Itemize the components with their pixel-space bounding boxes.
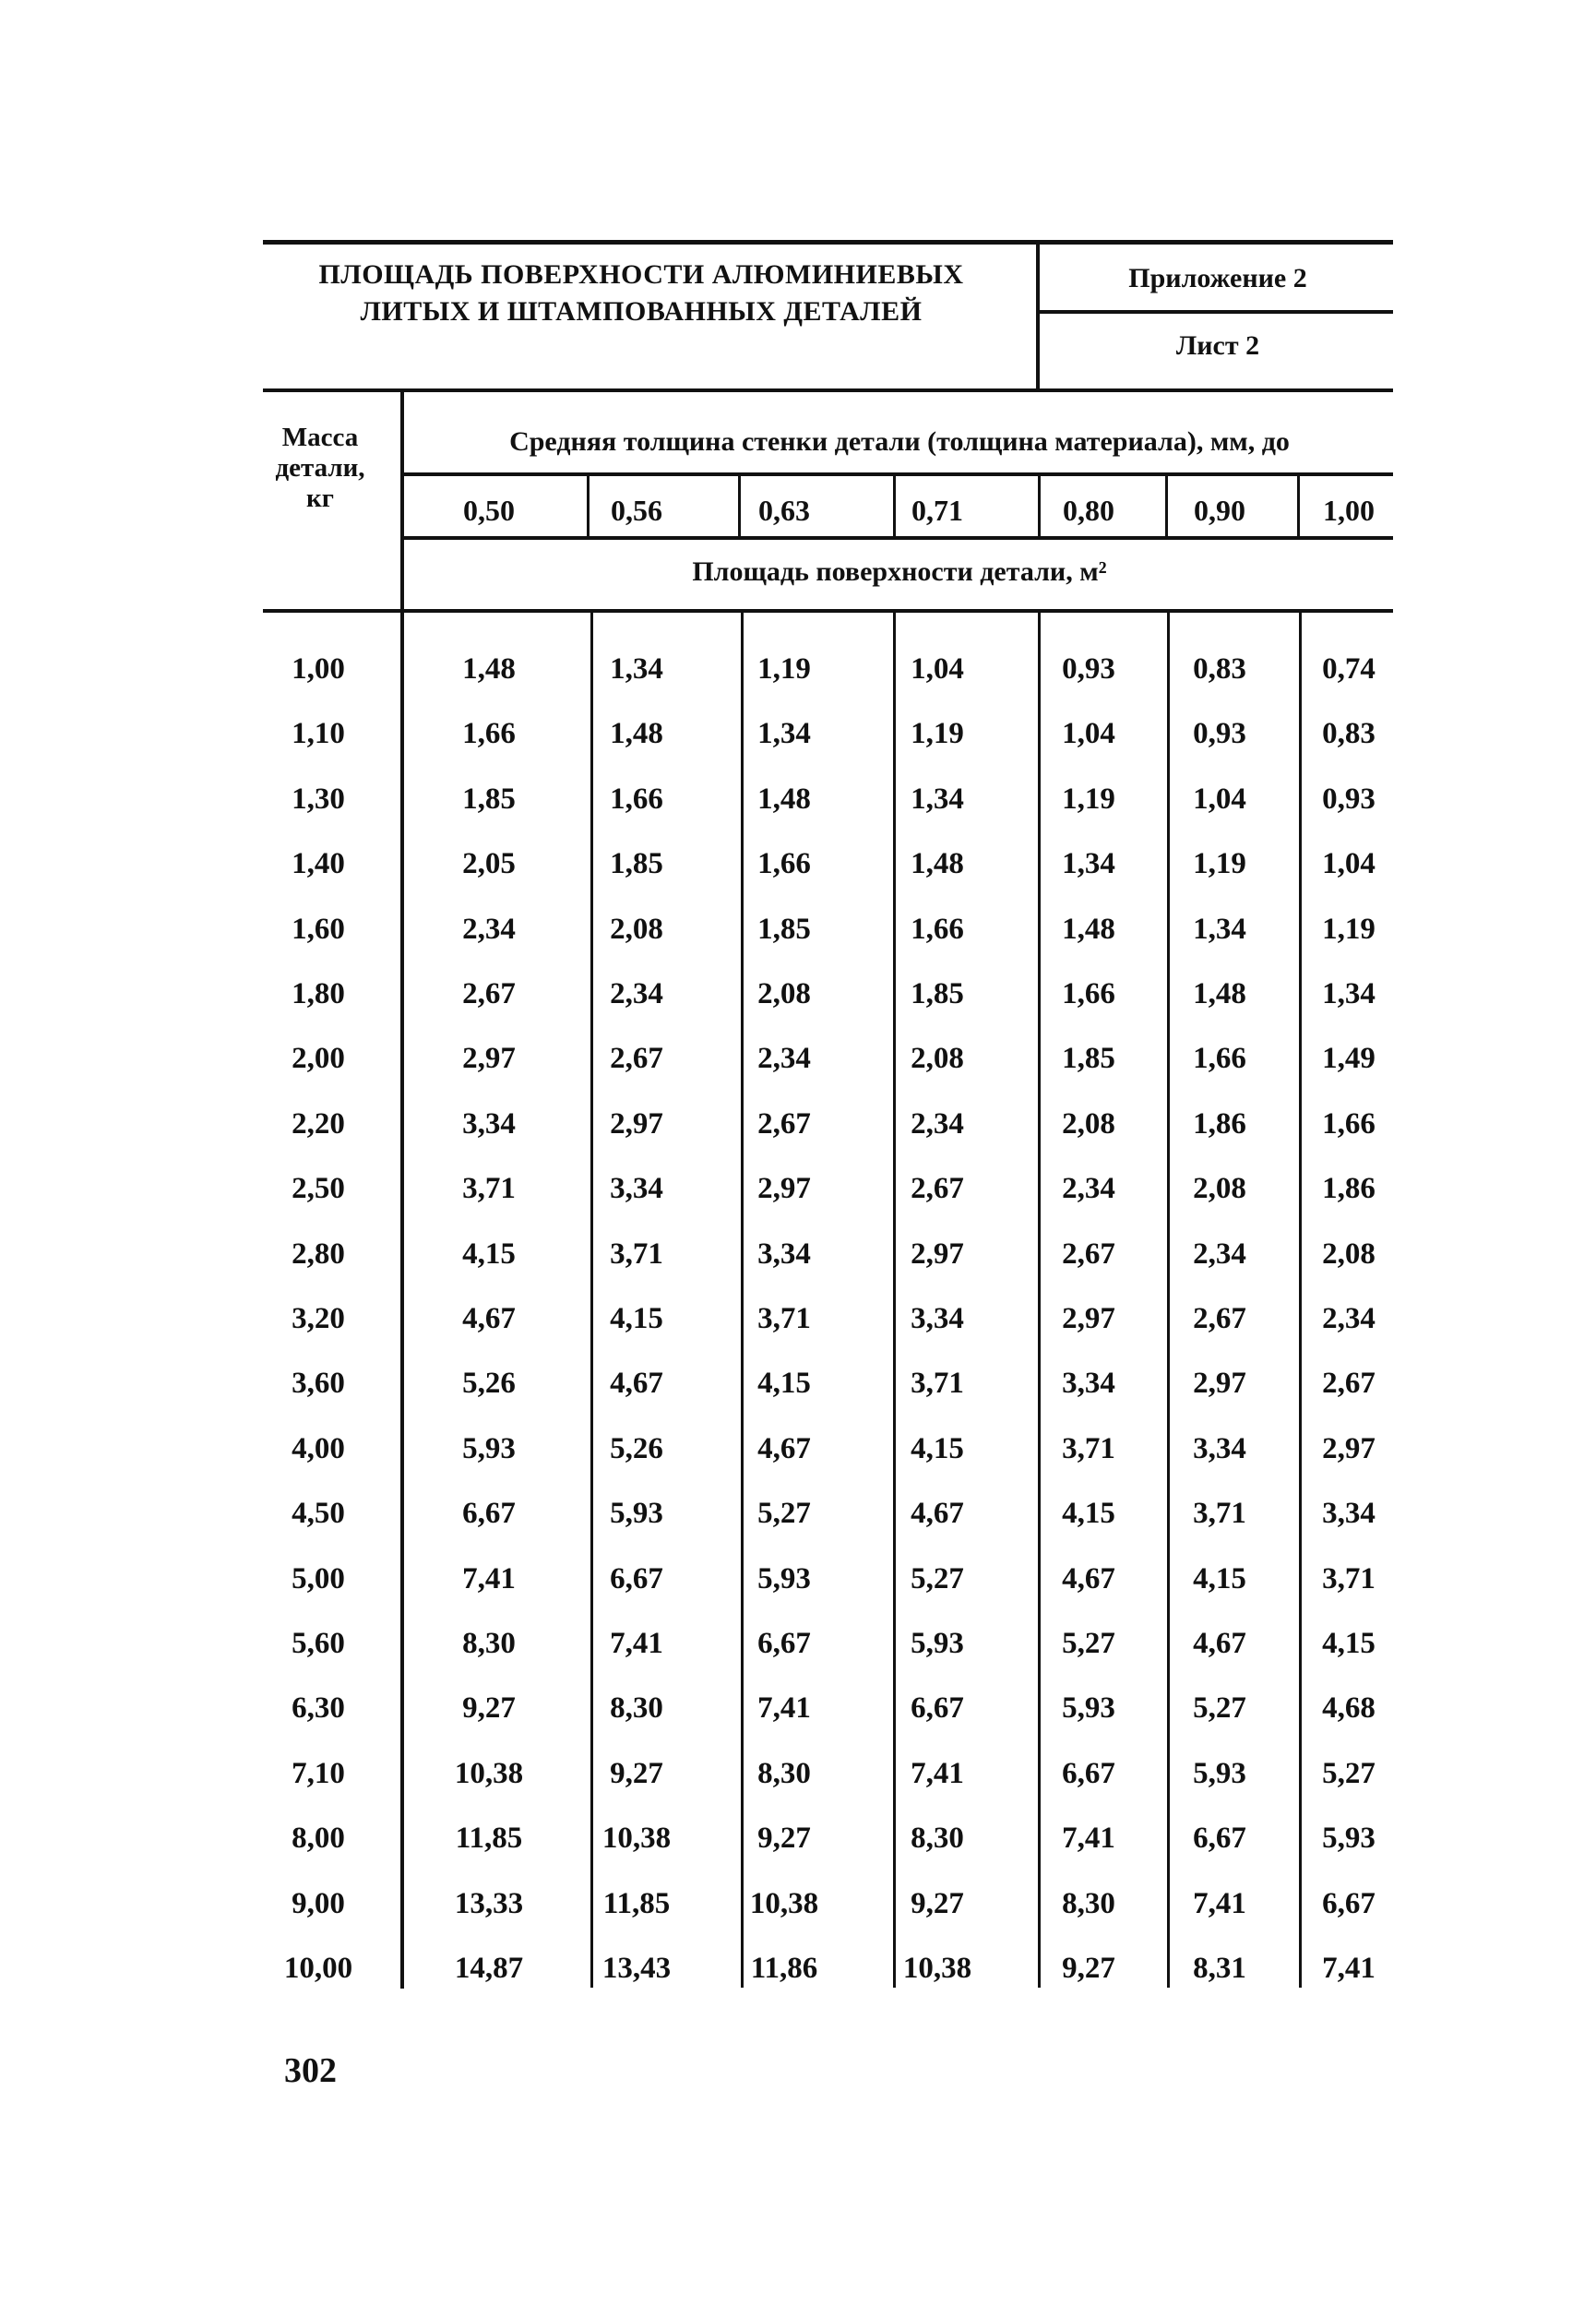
- area-cell: 7,41: [757, 1691, 811, 1725]
- area-cell: 1,48: [1193, 977, 1246, 1010]
- area-cell: 4,15: [610, 1302, 663, 1335]
- area-cell: 2,08: [757, 977, 811, 1010]
- area-cell: 11,86: [750, 1952, 818, 1985]
- area-cell: 4,67: [757, 1432, 811, 1465]
- area-cell: 4,15: [757, 1367, 811, 1400]
- area-cell: 3,71: [1193, 1497, 1246, 1530]
- sheet-label: Лист 2: [1175, 330, 1260, 361]
- area-cell: 2,97: [757, 1172, 811, 1205]
- area-cell: 3,34: [610, 1172, 663, 1205]
- area-cell: 2,08: [911, 1042, 964, 1075]
- area-cell: 1,48: [1062, 913, 1115, 946]
- area-cell: 3,71: [610, 1237, 663, 1271]
- area-cell: 4,67: [1062, 1562, 1115, 1595]
- area-cell: 1,34: [757, 717, 811, 750]
- area-cell: 13,43: [601, 1952, 672, 1985]
- mass-cell: 1,00: [292, 652, 345, 686]
- area-cell: 8,30: [911, 1822, 964, 1855]
- area-cell: 7,41: [610, 1627, 663, 1660]
- mass-cell: 2,80: [292, 1237, 345, 1271]
- area-cell: 9,27: [757, 1822, 811, 1855]
- thickness-column-header: 1,00: [1323, 494, 1375, 527]
- area-cell: 2,08: [610, 913, 663, 946]
- area-cell: 1,19: [911, 717, 964, 750]
- area-cell: 3,71: [1062, 1432, 1115, 1465]
- appendix-label: Приложение 2: [1128, 263, 1307, 293]
- thickness-column-header: 0,56: [611, 494, 662, 527]
- area-cell: 5,26: [610, 1432, 663, 1465]
- area-cell: 6,67: [1193, 1822, 1246, 1855]
- area-cell: 2,97: [1062, 1302, 1115, 1335]
- area-cell: 1,34: [911, 783, 964, 816]
- column-header-divider: [1165, 474, 1168, 537]
- area-cell: 2,67: [757, 1107, 811, 1141]
- column-header-divider: [1038, 474, 1041, 537]
- area-cell: 9,27: [1062, 1952, 1115, 1985]
- area-cell: 1,34: [1193, 913, 1246, 946]
- header-bottom-rule: [263, 388, 1393, 392]
- area-cell: 1,66: [757, 847, 811, 880]
- area-cell: 11,85: [602, 1887, 671, 1920]
- area-cell: 4,67: [610, 1367, 663, 1400]
- area-cell: 1,66: [1322, 1107, 1376, 1141]
- area-cell: 5,93: [1322, 1822, 1376, 1855]
- area-cell: 5,26: [462, 1367, 516, 1400]
- page-number: 302: [284, 2051, 337, 2090]
- area-cell: 3,34: [462, 1107, 516, 1141]
- area-cell: 5,93: [610, 1497, 663, 1530]
- area-cell: 5,93: [1193, 1757, 1246, 1790]
- thickness-column-header: 0,50: [463, 494, 515, 527]
- area-cell: 5,93: [1062, 1691, 1115, 1725]
- area-cell: 1,85: [610, 847, 663, 880]
- area-cell: 2,97: [462, 1042, 516, 1075]
- area-cell: 0,93: [1062, 652, 1115, 686]
- area-cell: 0,93: [1322, 783, 1376, 816]
- area-cell: 4,67: [462, 1302, 516, 1335]
- area-cell: 1,34: [610, 652, 663, 686]
- area-cell: 2,97: [1322, 1432, 1376, 1465]
- area-cell: 1,48: [757, 783, 811, 816]
- thickness-caption: Средняя толщина стенки детали (толщина материала), мм, до: [509, 426, 1290, 457]
- area-cell: 6,67: [1062, 1757, 1115, 1790]
- area-cell: 8,30: [462, 1627, 516, 1660]
- thickness-column-header: 0,63: [758, 494, 810, 527]
- area-cell: 2,08: [1322, 1237, 1376, 1271]
- mass-column-header: [260, 423, 380, 514]
- area-cell: 2,67: [610, 1042, 663, 1075]
- area-cell: 0,74: [1322, 652, 1376, 686]
- area-cell: 5,93: [757, 1562, 811, 1595]
- area-cell: 7,41: [462, 1562, 516, 1595]
- area-cell: 2,97: [1193, 1367, 1246, 1400]
- area-cell: 2,05: [462, 847, 516, 880]
- area-cell: 14,87: [454, 1952, 524, 1985]
- mass-cell: 1,80: [292, 977, 345, 1010]
- area-cell: 6,67: [1322, 1887, 1376, 1920]
- area-cell: 4,15: [1322, 1627, 1376, 1660]
- area-cell: 1,85: [757, 913, 811, 946]
- mass-cell: 8,00: [292, 1822, 345, 1855]
- area-cell: 2,08: [1193, 1172, 1246, 1205]
- column-head-rule: [403, 536, 1393, 540]
- mass-cell: 1,60: [292, 913, 345, 946]
- area-cell: 1,19: [757, 652, 811, 686]
- area-cell: 5,93: [462, 1432, 516, 1465]
- mass-cell: 1,30: [292, 783, 345, 816]
- area-cell: 6,67: [610, 1562, 663, 1595]
- area-cell: 2,67: [1193, 1302, 1246, 1335]
- mass-cell: 2,00: [292, 1042, 345, 1075]
- mass-header-line-2: детали,: [275, 453, 365, 483]
- area-cell: 3,34: [1322, 1497, 1376, 1530]
- title-line-1: ПЛОЩАДЬ ПОВЕРХНОСТИ АЛЮМИНИЕВЫХ: [318, 259, 964, 290]
- mass-cell: 7,10: [292, 1757, 345, 1790]
- mass-cell: 3,60: [292, 1367, 345, 1400]
- area-cell: 1,04: [1322, 847, 1376, 880]
- area-cell: 1,66: [610, 783, 663, 816]
- mass-cell: 2,20: [292, 1107, 345, 1141]
- mass-header-line-3: кг: [306, 484, 334, 513]
- area-cell: 1,19: [1062, 783, 1115, 816]
- area-cell: 5,27: [757, 1497, 811, 1530]
- area-cell: 0,83: [1322, 717, 1376, 750]
- column-header-divider: [738, 474, 741, 537]
- area-cell: 2,34: [610, 977, 663, 1010]
- area-cell: 2,67: [911, 1172, 964, 1205]
- area-cell: 10,38: [902, 1952, 972, 1985]
- area-cell: 7,41: [1193, 1887, 1246, 1920]
- mass-cell: 4,50: [292, 1497, 345, 1530]
- area-cell: 10,38: [749, 1887, 819, 1920]
- mass-cell: 3,20: [292, 1302, 345, 1335]
- area-cell: 5,93: [911, 1627, 964, 1660]
- area-cell: 2,97: [610, 1107, 663, 1141]
- area-cell: 0,93: [1193, 717, 1246, 750]
- area-cell: 4,15: [1062, 1497, 1115, 1530]
- mass-cell: 9,00: [292, 1887, 345, 1920]
- area-cell: 2,34: [1062, 1172, 1115, 1205]
- area-cell: 4,15: [1193, 1562, 1246, 1595]
- area-cell: 5,27: [1322, 1757, 1376, 1790]
- area-cell: 1,86: [1322, 1172, 1376, 1205]
- column-header-divider: [1297, 474, 1300, 537]
- area-cell: 7,41: [1322, 1952, 1376, 1985]
- area-cell: 4,68: [1322, 1691, 1376, 1725]
- area-cell: 1,04: [1193, 783, 1246, 816]
- area-cell: 3,34: [1062, 1367, 1115, 1400]
- area-cell: 5,27: [1193, 1691, 1246, 1725]
- area-cell: 1,48: [610, 717, 663, 750]
- area-cell: 8,31: [1193, 1952, 1246, 1985]
- area-cell: 2,08: [1062, 1107, 1115, 1141]
- area-cell: 1,19: [1322, 913, 1376, 946]
- appendix-sheet-rule: [1038, 310, 1393, 314]
- area-cell: 3,71: [757, 1302, 811, 1335]
- mass-header-line-1: Масса: [281, 423, 359, 452]
- mass-cell: 4,00: [292, 1432, 345, 1465]
- area-cell: 2,34: [462, 913, 516, 946]
- mass-column-divider: [400, 389, 404, 1989]
- title-line-2: ЛИТЫХ И ШТАМПОВАННЫХ ДЕТАЛЕЙ: [360, 296, 923, 327]
- area-cell: 8,30: [757, 1757, 811, 1790]
- area-cell: 9,27: [610, 1757, 663, 1790]
- area-cell: 9,27: [911, 1887, 964, 1920]
- column-header-divider: [587, 474, 590, 537]
- area-cell: 2,97: [911, 1237, 964, 1271]
- area-cell: 1,04: [911, 652, 964, 686]
- area-cell: 2,34: [1193, 1237, 1246, 1271]
- area-cell: 1,85: [911, 977, 964, 1010]
- area-cell: 2,67: [462, 977, 516, 1010]
- area-cell: 4,15: [462, 1237, 516, 1271]
- area-cell: 6,67: [462, 1497, 516, 1530]
- area-cell: 2,34: [1322, 1302, 1376, 1335]
- area-cell: 3,34: [1193, 1432, 1246, 1465]
- area-cell: 1,66: [911, 913, 964, 946]
- thickness-column-header: 0,80: [1063, 494, 1114, 527]
- mass-cell: 2,50: [292, 1172, 345, 1205]
- mass-cell: 6,30: [292, 1691, 345, 1725]
- mass-cell: 5,00: [292, 1562, 345, 1595]
- area-cell: 7,41: [911, 1757, 964, 1790]
- area-cell: 7,41: [1062, 1822, 1115, 1855]
- mass-cell: 1,10: [292, 717, 345, 750]
- mass-cell: 5,60: [292, 1627, 345, 1660]
- column-header-divider: [893, 474, 896, 537]
- area-cell: 3,34: [757, 1237, 811, 1271]
- area-cell: 1,85: [1062, 1042, 1115, 1075]
- area-cell: 3,34: [911, 1302, 964, 1335]
- area-cell: 11,85: [455, 1822, 523, 1855]
- area-cell: 10,38: [454, 1757, 524, 1790]
- area-cell: 3,71: [1322, 1562, 1376, 1595]
- area-cell: 1,49: [1322, 1042, 1376, 1075]
- area-cell: 6,67: [757, 1627, 811, 1660]
- thickness-rule: [403, 472, 1393, 476]
- area-cell: 5,27: [1062, 1627, 1115, 1660]
- area-cell: 0,83: [1193, 652, 1246, 686]
- area-cell: 1,48: [462, 652, 516, 686]
- mass-cell: 10,00: [283, 1952, 353, 1985]
- area-cell: 8,30: [610, 1691, 663, 1725]
- top-rule: [263, 240, 1393, 245]
- area-cell: 2,34: [911, 1107, 964, 1141]
- header-divider: [1036, 242, 1040, 391]
- area-cell: 1,66: [462, 717, 516, 750]
- area-cell: 1,86: [1193, 1107, 1246, 1141]
- area-cell: 1,66: [1193, 1042, 1246, 1075]
- area-cell: 1,66: [1062, 977, 1115, 1010]
- area-cell: 3,71: [462, 1172, 516, 1205]
- area-cell: 2,67: [1322, 1367, 1376, 1400]
- document-title: [277, 257, 1006, 330]
- area-cell: 5,27: [911, 1562, 964, 1595]
- area-cell: 1,19: [1193, 847, 1246, 880]
- area-cell: 1,34: [1062, 847, 1115, 880]
- area-cell: 4,67: [1193, 1627, 1246, 1660]
- thickness-column-header: 0,71: [911, 494, 963, 527]
- area-cell: 10,38: [601, 1822, 672, 1855]
- thickness-column-header: 0,90: [1194, 494, 1245, 527]
- area-cell: 9,27: [462, 1691, 516, 1725]
- area-cell: 8,30: [1062, 1887, 1115, 1920]
- area-cell: 1,04: [1062, 717, 1115, 750]
- area-cell: 1,34: [1322, 977, 1376, 1010]
- area-cell: 4,15: [911, 1432, 964, 1465]
- area-cell: 2,67: [1062, 1237, 1115, 1271]
- mass-cell: 1,40: [292, 847, 345, 880]
- area-cell: 2,34: [757, 1042, 811, 1075]
- area-cell: 1,85: [462, 783, 516, 816]
- area-caption: Площадь поверхности детали, м²: [692, 556, 1107, 587]
- table-head-bottom-rule: [263, 609, 1393, 613]
- area-cell: 6,67: [911, 1691, 964, 1725]
- area-cell: 13,33: [454, 1887, 524, 1920]
- area-cell: 1,48: [911, 847, 964, 880]
- area-cell: 3,71: [911, 1367, 964, 1400]
- area-cell: 4,67: [911, 1497, 964, 1530]
